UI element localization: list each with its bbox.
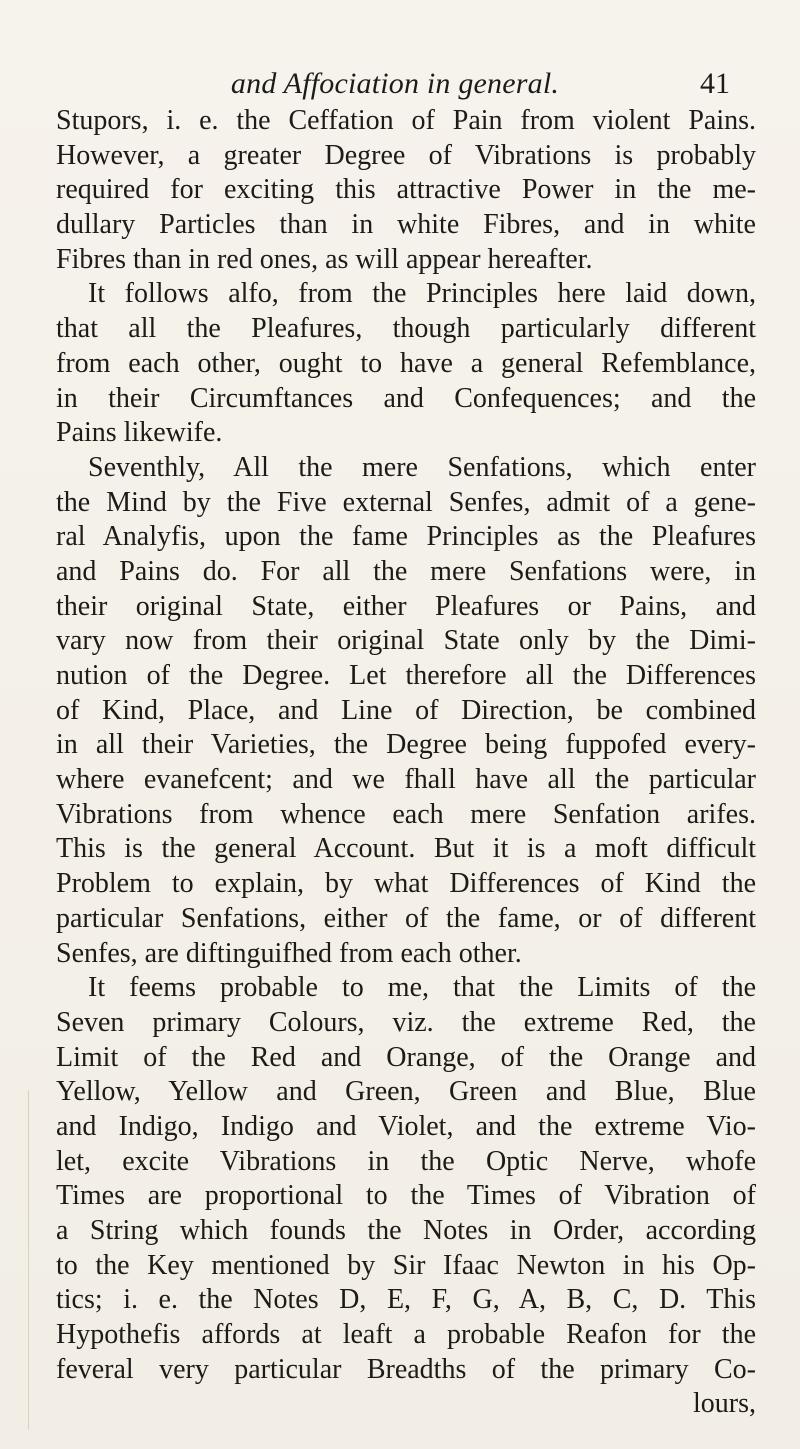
text-line: Problem to explain, by what Differences of Kind the [56,868,756,900]
text-line: Fibres than in red ones, as will appear hereafter. [56,243,593,275]
text-line: Stupors, i. e. the Ceffation of Pain from violent Pains. [56,105,756,136]
text-line: nution of the Degree. Let therefore all the Differences [56,660,756,691]
running-header [140,66,730,102]
text-line: that all the Pleafures, though particularly different [56,313,756,345]
text-line: required for exciting this attractive Power in the me- [56,174,756,206]
body-text [56,104,756,1422]
text-line: This is the general Account. But it is a moft difficult [56,833,756,865]
text-line: of Kind, Place, and Line of Direction, be combined [56,694,756,726]
text-line: Seven primary Colours, viz. the extreme Red, the [56,1006,756,1038]
text-line: a String which founds the Notes in Order, according [56,1215,756,1246]
text-line: feveral very particular Breadths of the primary Co- [56,1353,756,1385]
text-line: ral Analyfis, upon the fame Principles as the Pleafures [56,521,756,553]
text-line: particular Senfations, either of the fame, or of different [56,902,756,934]
text-line: their original State, either Pleafures or Pains, and [56,590,756,622]
text-line: Hypothefis affords at leaft a probable Reafon for the [56,1319,756,1351]
running-title: and Affociation in general. [230,67,560,100]
text-line: the Mind by the Five external Senfes, admit of a gene- [56,486,756,518]
text-line: dullary Particles than in white Fibres, and in white [56,209,756,241]
page-edge-line [28,1090,29,1430]
text-line: let, excite Vibrations in the Optic Nerve, whofe [56,1145,756,1177]
text-line: Pains likewife. [56,417,223,449]
text-line: Vibrations from whence each mere Senfation arifes. [56,798,756,830]
catchword: lours, [693,1388,756,1420]
text-line: from each other, ought to have a general Refemblance, [56,347,756,379]
text-line: to the Key mentioned by Sir Ifaac Newton in his Op- [56,1249,756,1281]
page-number: 41 [700,67,730,100]
text-line: Seventhly, All the mere Senfations, which enter [88,451,756,483]
text-line: It feems probable to me, that the Limits of the [88,972,756,1004]
text-line: and Pains do. For all the mere Senfations were, in [56,555,756,587]
text-line: Limit of the Red and Orange, of the Orange and [56,1041,756,1073]
text-line: in their Circumftances and Confequences; and the [56,382,756,414]
text-line: and Indigo, Indigo and Violet, and the extreme Vio- [56,1110,756,1142]
text-line: in all their Varieties, the Degree being fuppofed every- [56,729,756,761]
text-line: Yellow, Yellow and Green, Green and Blue, Blue [56,1076,756,1108]
text-line: tics; i. e. the Notes D, E, F, G, A, B, C, D. This [56,1284,756,1316]
text-line: vary now from their original State only by the Dimi- [56,625,756,657]
text-line: However, a greater Degree of Vibrations is probably [56,139,756,171]
text-line: where evanefcent; and we fhall have all the particular [56,764,756,796]
text-line: Senfes, are diftinguifhed from each other. [56,937,522,969]
text-line: It follows alfo, from the Principles here laid down, [88,278,756,310]
text-line: Times are proportional to the Times of Vibration of [56,1180,756,1212]
